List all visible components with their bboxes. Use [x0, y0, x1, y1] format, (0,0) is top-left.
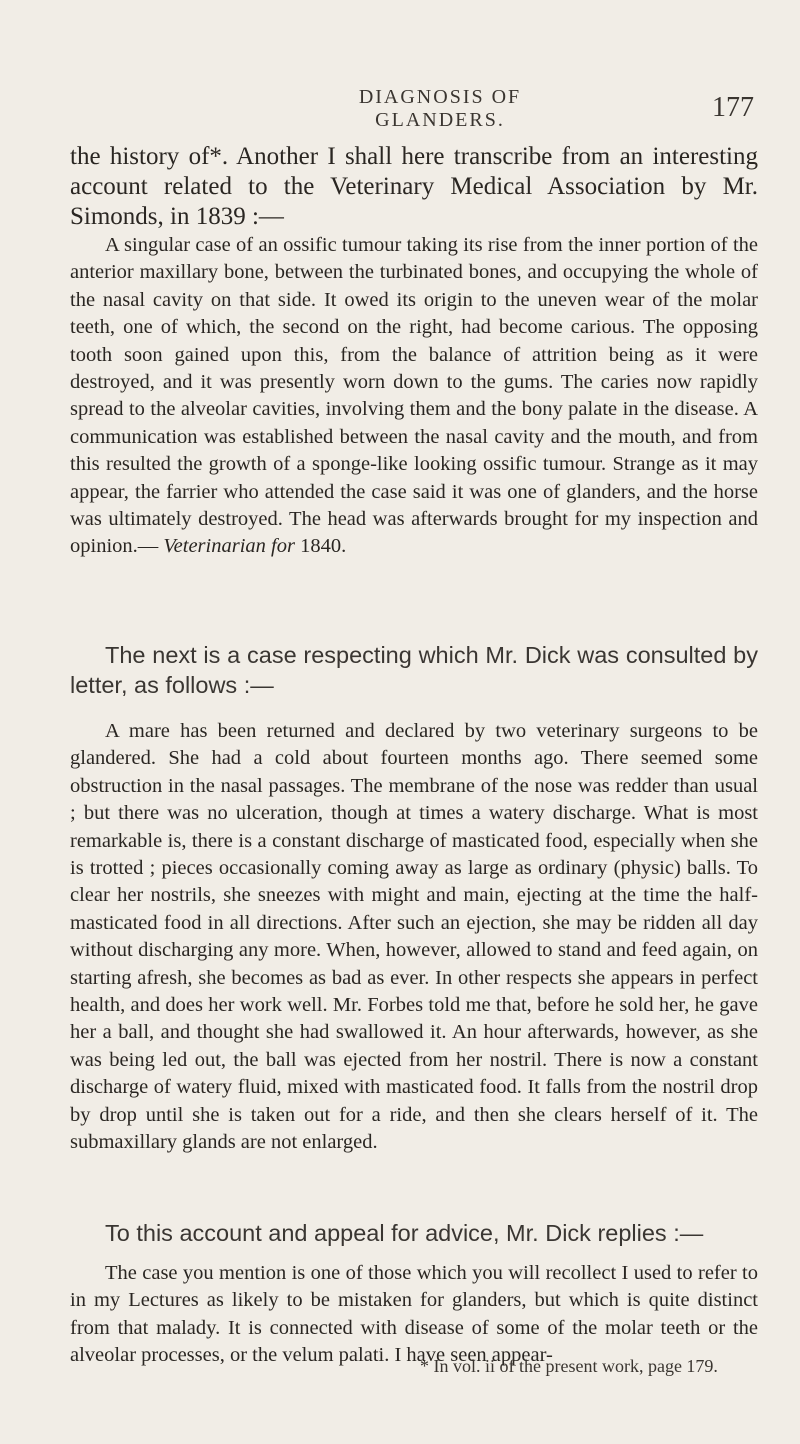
transition-paragraph-reply: To this account and appeal for advice, Mr. Dick replies :—: [105, 1220, 704, 1246]
transition-paragraph-dick: The next is a case respecting which Mr. Dick was consulted by letter, as follows :—: [70, 642, 758, 698]
quote-source: Veterinarian for: [163, 535, 295, 558]
running-title: DIAGNOSIS OF GLANDERS.: [358, 86, 522, 131]
quoted-case-tumour: [70, 232, 758, 561]
page-number: 177: [712, 92, 754, 123]
footnote: * In vol. ii of the present work, page 179.: [420, 1356, 718, 1376]
quote-body: A singular case of an ossific tumour taking its rise from the inner portion of the anterior maxillary bone, between the turbinated bones, and occupying the whole of the nasal cavity on that side. It owed its origin to the uneven wear of the molar teeth, one of which, the second on the right, had become carious. The opposing tooth soon gained upon this, from the balance of attrition being as it were destroyed, and it was presently worn down to the gums. The caries now rapidly spread to the alveolar cavities, involving them and the bony palate in the disease. A communication was established between the nasal cavity and the mouth, and from this resulted the growth of a sponge-like looking ossific tumour. Strange as it may appear, the farrier who attended the case said it was one of glanders, and the horse was ultimately destroyed. The head was afterwards brought for my inspection and opinion.—: [70, 234, 758, 558]
quoted-reply-dick: The case you mention is one of those which you will recollect I used to refer to in my Lectures as likely to be mistaken for glanders, but which is quite distinct from that malady. It is connected with disease of some of the molar teeth or the alveolar processes, or the velum palati. I have seen appear-: [70, 1262, 758, 1367]
quote-year: 1840.: [294, 535, 347, 558]
intro-paragraph: the history of*. Another I shall here transcribe from an interesting account related to the Veterinary Medical Association by Mr. Simonds, in 1839 :—: [70, 143, 758, 230]
quoted-case-mare: A mare has been returned and declared by two veterinary surgeons to be glandered. She had a cold about fourteen months ago. There seemed some obstruction in the nasal passages. The membrane of the nose was redder than usual ; but there was no ulceration, though at times a watery discharge. What is most remarkable is, there is a constant discharge of masticated food, especially when she is trotted ; pieces occasionally coming away as large as ordinary (physic) balls. To clear her nostrils, she sneezes with might and main, ejecting at the time the half-masticated food in all directions. After such an ejection, she may be ridden all day without discharging any more. When, however, allowed to stand and feed again, on starting afresh, she becomes as bad as ever. In other respects she appears in perfect health, and does her work well. Mr. Forbes told me that, before he sold her, he gave her a ball, and thought she had swallowed it. An hour afterwards, however, as she was being led out, the ball was ejected from her nostril. There is now a constant discharge of watery fluid, mixed with masticated food. It falls from the nostril drop by drop until she is taken out for a ride, and then she clears herself of it. The submaxillary glands are not enlarged.: [70, 720, 758, 1154]
